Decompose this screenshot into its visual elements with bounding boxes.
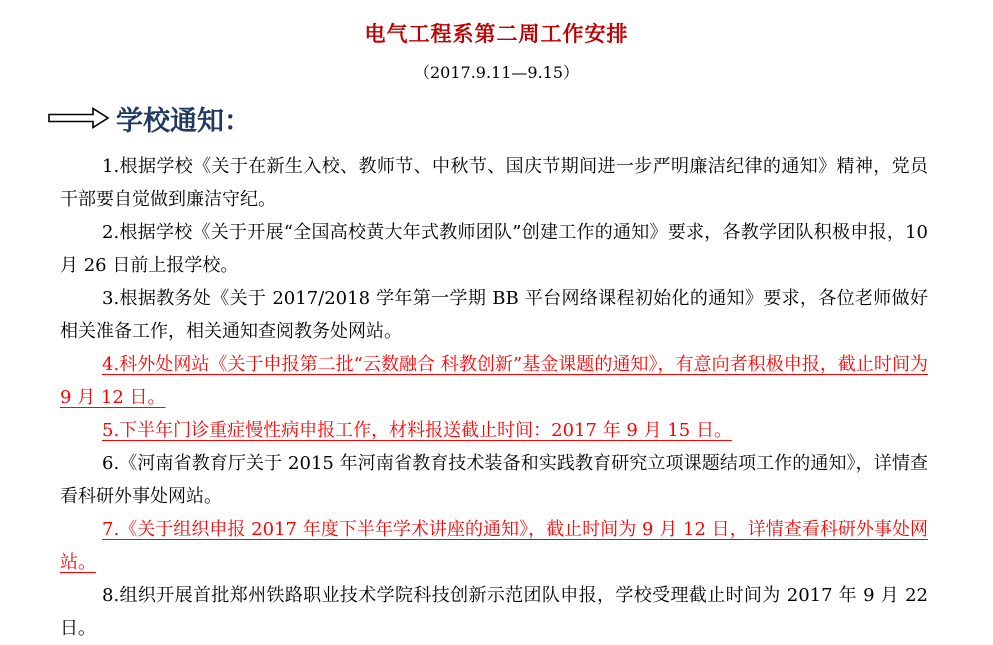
notice-text: 1.根据学校《关于在新生入校、教师节、中秋节、国庆节期间进一步严明廉洁纪律的通知》精神，党员干部要自觉做到廉洁守纪。 xyxy=(60,156,928,210)
section-heading xyxy=(48,98,251,138)
notice-item xyxy=(60,216,928,282)
notice-text: 6.《河南省教育厅关于 2015 年河南省教育技术装备和实践教育研究立项课题结项工作的通知》，详情查看科研外事处网站。 xyxy=(60,453,928,507)
right-arrow-icon xyxy=(48,107,110,129)
notice-text: 4.科外处网站《关于申报第二批“云数融合 科教创新”基金课题的通知》，有意向者积极申报，截止时间为 9 月 12 日。 xyxy=(60,354,928,408)
notice-text: 7.《关于组织申报 2017 年度下半年学术讲座的通知》，截止时间为 9 月 12 日，详情查看科研外事处网站。 xyxy=(60,519,928,573)
notice-item xyxy=(60,282,928,348)
notice-item xyxy=(60,447,928,513)
notice-text: 8.组织开展首批郑州铁路职业技术学院科技创新示范团队申报，学校受理截止时间为 2017 年 9 月 22 日。 xyxy=(60,585,928,639)
date-range: （2017.9.11—9.15） xyxy=(413,63,580,82)
notice-item xyxy=(60,579,928,645)
notice-text: 3.根据教务处《关于 2017/2018 学年第一学期 BB 平台网络课程初始化的通知》要求，各位老师做好相关准备工作，相关通知查阅教务处网站。 xyxy=(60,288,928,342)
notice-item xyxy=(60,513,928,579)
notice-item xyxy=(60,414,928,447)
notice-text: 2.根据学校《关于开展“全国高校黄大年式教师团队”创建工作的通知》要求，各教学团队积极申报，10 月 26 日前上报学校。 xyxy=(60,222,928,276)
page-title: 电气工程系第二周工作安排 xyxy=(364,22,629,46)
notice-list xyxy=(60,150,928,645)
notice-item xyxy=(60,348,928,414)
notice-item xyxy=(60,150,928,216)
notice-text: 5.下半年门诊重症慢性病申报工作，材料报送截止时间：2017 年 9 月 15 日。 xyxy=(102,420,732,441)
section-title: 学校通知： xyxy=(116,105,251,137)
